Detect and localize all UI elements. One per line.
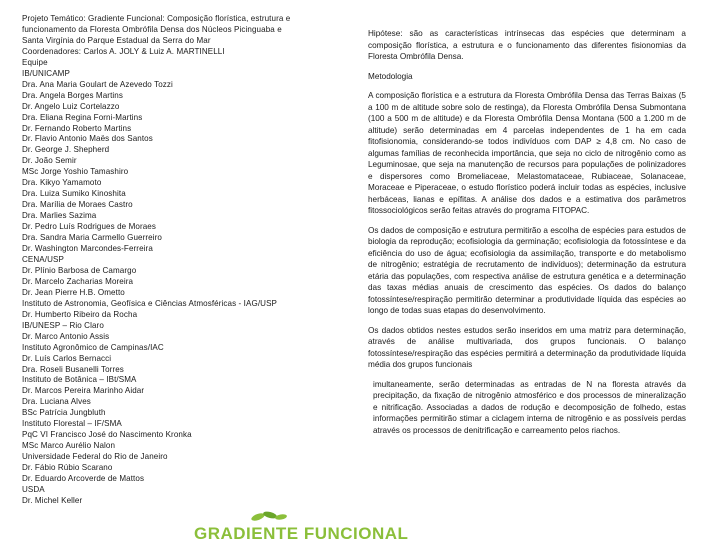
team-line: IB/UNESP – Rio Claro [22, 320, 104, 330]
team-line: Dr. João Semir [22, 156, 77, 166]
methodology-title: Metodologia [368, 71, 413, 81]
gradiente-funcional-logo [190, 518, 530, 542]
team-line: Dr. Plínio Barbosa de Camargo [22, 265, 137, 275]
team-line: USDA [22, 484, 45, 494]
team-line: Dr. Fernando Roberto Martins [22, 123, 132, 133]
team-line: Instituto Florestal – IF/SMA [22, 419, 122, 429]
methodology-paragraph-3: Os dados obtidos nestes estudos serão inseridos em uma matriz para determinação, através de análise multivariada, dos grupos funcionais. O balanço fotossíntese/respiração das espécies permitirá a determinação da produtividade líquida média dos grupos funcionais [368, 325, 686, 369]
team-line: Dra. Ana Maria Goulart de Azevedo Tozzi [22, 79, 173, 89]
team-line: Dr. George J. Shepherd [22, 145, 110, 155]
team-line: Dr. Marco Antonio Assis [22, 331, 110, 341]
team-list [22, 14, 340, 507]
team-line: Projeto Temático: Gradiente Funcional: Composição florística, estrutura e [22, 14, 291, 23]
team-line: MSc Jorge Yoshio Tamashiro [22, 167, 129, 177]
team-line: MSc Marco Aurélio Nalon [22, 441, 116, 451]
team-line: Dr. Marcelo Zacharias Moreira [22, 276, 134, 286]
team-line: Dr. Pedro Luís Rodrigues de Moraes [22, 222, 157, 232]
team-line: Instituto de Botânica – IBt/SMA [22, 375, 137, 385]
team-line: Universidade Federal do Rio de Janeiro [22, 452, 168, 462]
team-line: Dra. Angela Borges Martins [22, 90, 123, 100]
team-line: Dra. Sandra Maria Carmello Guerreiro [22, 233, 162, 243]
team-line: Dr. Humberto Ribeiro da Rocha [22, 309, 138, 319]
logo-text: GRADIENTE FUNCIONAL [194, 524, 409, 543]
team-line: Dra. Eliana Regina Forni-Martins [22, 112, 143, 122]
team-line: Dra. Kikyo Yamamoto [22, 178, 102, 188]
team-line: Dr. Fábio Rúbio Scarano [22, 463, 113, 473]
team-line: Dr. Marcos Pereira Marinho Aidar [22, 386, 145, 396]
methodology-paragraph-4: imultaneamente, serão determinadas as entradas de N na floresta através da precipitação, da fixação de nitrogênio atmosférico e dos processos de mineralização e nitrificação. Associadas a dados de rodução e decomposição de folhedo, estas informações permitirão stimar a ciclagem interna de nitrogênio e as possíveis perdas através os processos de denitrificação e carreamento pelos riachos. [373, 379, 686, 435]
team-line: Dra. Marlies Sazima [22, 211, 97, 221]
team-line: Dra. Marília de Moraes Castro [22, 200, 133, 210]
team-line: Dr. Michel Keller [22, 495, 83, 505]
team-line: Coordenadores: Carlos A. JOLY & Luiz A. MARTINELLI [22, 46, 225, 56]
team-line: Dr. Angelo Luiz Cortelazzo [22, 101, 120, 111]
team-line: Dr. Flavio Antonio Maës dos Santos [22, 134, 153, 144]
team-line: Dra. Luiza Sumiko Kinoshita [22, 189, 126, 199]
team-line: Dra. Roseli Busanelli Torres [22, 364, 124, 374]
methodology-paragraph-2: Os dados de composição e estrutura permitirão a escolha de espécies para estudos de biologia da reprodução; ecofisiologia da germinação; ecofisiologia da fotossíntese e da eficiência do uso de água; ecofisiologia da assimilação, transporte e do metabolismo de nitrogênio; estratégia de recrutamento de indivíduos); determinação da estrutura etária das populações, com respectiva análise de estrutura genética e a determinação das taxas médias anuais de crescimento das espécies. Os dados do balanço fotossíntese/respiração permitirão determinar a produtividade líquida das espécies ao longo de todas suas etapas do desenvolvimento. [368, 225, 686, 315]
description-column [368, 28, 686, 436]
team-line: Instituto Agronômico de Campinas/IAC [22, 342, 164, 352]
hypothesis-text: Hipótese: são as características intrínsecas das espécies que determinam a composição florística, a estrutura e o funcionamento das diferentes fisionomias da Floresta Ombrófila Densa. [368, 29, 686, 61]
team-line: CENA/USP [22, 254, 64, 264]
leaf-icon [250, 508, 290, 522]
team-line: BSc Patrícia Jungbluth [22, 408, 106, 418]
team-line: Instituto de Astronomia, Geofísica e Ciências Atmosféricas - IAG/USP [22, 298, 278, 308]
team-line: Equipe [22, 57, 48, 67]
team-line: Santa Virgínia do Parque Estadual da Serra do Mar [22, 35, 211, 45]
team-line: Dra. Luciana Alves [22, 397, 91, 407]
team-line: funcionamento da Floresta Ombrófila Densa dos Núcleos Picinguaba e [22, 24, 282, 34]
team-line: Dr. Luís Carlos Bernacci [22, 353, 112, 363]
team-line: PqC VI Francisco José do Nascimento Kronka [22, 430, 192, 440]
team-line: Dr. Jean Pierre H.B. Ometto [22, 287, 125, 297]
team-line: Dr. Washington Marcondes-Ferreira [22, 244, 153, 254]
team-line: Dr. Eduardo Arcoverde de Mattos [22, 474, 145, 484]
team-line: IB/UNICAMP [22, 68, 70, 78]
methodology-paragraph-1: A composição florística e a estrutura da Floresta Ombrófila Densa das Terras Baixas (5 a 100 m de altitude sobre solo de restinga), da Floresta Ombrófila Densa Submontana (100 a 500 m de altitude) e da Floresta Ombrófila Densa Montana (500 a 1.200 m de altitude) serão determinadas em 4 parcelas independentes de 1 ha em cada fitofisionomia, considerando-se todos indivíduos com DAP ≥ 4,8 cm. No caso de algumas famílias de reconhecida importância, que seja no ciclo de nitrogênio como as Leguminosae, que seja na manutenção de recursos para populações de polinizadores e dispersores como Bromeliaceae, Melastomataceae, Rubiaceae, Solanaceae, Moraceae e Piperaceae, o estudo florístico poderá incluir todas as espécies, inclusive herbáceas, lianas e epífitas. A análise dos dados e a estimativa dos parâmetros fitossociológicos serão feitas através do programa FITOPAC. [368, 91, 686, 215]
